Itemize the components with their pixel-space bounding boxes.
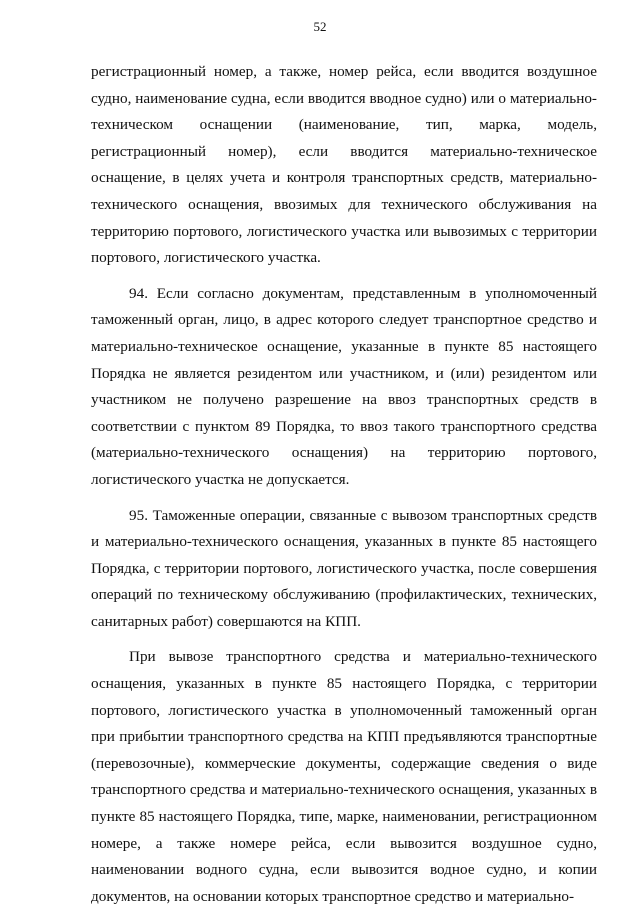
paragraph-continuation: регистрационный номер, а также, номер рейса, если вводится воздушное судно, наименование судна, если вводится вводное судно) или о материально-техническом оснащении (наименование, тип, марка, модель, регистрационный номер), если вводится материально-техническое оснащение, в целях учета и контроля транспортных средств, материально-технического оснащения, ввозимых для технического обслуживания на территорию портового, логистического участка или вывозимых с территории портового, логистического участка. [91, 63, 597, 267]
paragraph-export-procedure: При вывозе транспортного средства и материально-технического оснащения, указанных в пункте 85 настоящего Порядка, с территории портового, логистического участка в уполномоченный таможенный орган при прибытии транспортного средства на КПП предъявляются транспортные (перевозочные), коммерческие документы, содержащие сведения о виде транспортного средства и материально-технического оснащения, указанных в пункте 85 настоящего Порядка, типе, марке, наименовании, регистрационном номере, а также номере рейса, если вывозится воздушное судно, наименовании водного судна, если вывозится водное судно, и копии документов, на основании которых транспортное средство и материально- [91, 648, 597, 905]
page-number: 52 [313, 19, 327, 34]
paragraph-94: 94. Если согласно документам, представленным в уполномоченный таможенный орган, лицо, в адрес которого следует транспортное средство и материально-техническое оснащение, указанные в пункте 85 настоящего Порядка не является резидентом или участником, и (или) резидентом или участником не получено разрешение на ввоз транспортных средств в соответствии с пунктом 89 Порядка, то ввоз такого транспортного средства (материально-технического оснащения) на территорию портового, логистического участка не допускается. [91, 284, 597, 488]
paragraph-95: 95. Таможенные операции, связанные с вывозом транспортных средств и материально-технического оснащения, указанных в пункте 85 настоящего Порядка, с территории портового, логистического участка, после совершения операций по техническому обслуживанию (профилактических, технических, санитарных работ) совершаются на КПП. [91, 506, 597, 630]
document-body [91, 59, 597, 910]
